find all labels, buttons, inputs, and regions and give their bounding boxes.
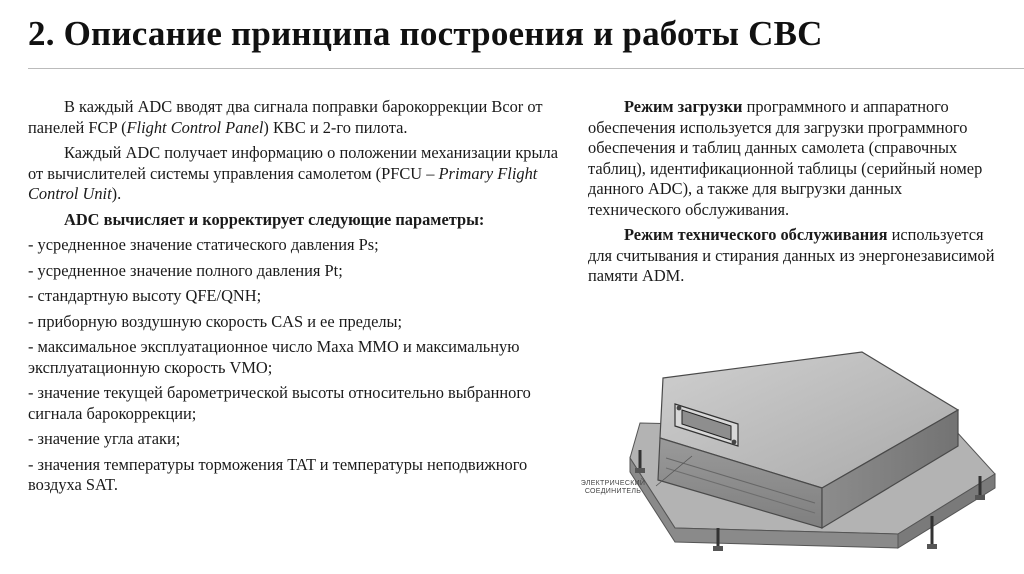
list-item: - усредненное значение полного давления Pt;	[28, 260, 343, 280]
paragraph-maintenance-mode	[588, 225, 998, 287]
paragraph-pfcu-text-2: ).	[111, 184, 122, 203]
paragraph-bcor-text-1: В каждый ADC вводят два сигнала поправки барокоррекции Bcor от панелей FCP (	[28, 97, 543, 137]
paragraph-bcor-text-2: ) КВС и 2-го пилота.	[263, 117, 408, 137]
connector-callout	[568, 480, 658, 496]
maintenance-mode-term: Режим технического обслуживания	[624, 225, 888, 244]
list-item: - усредненное значение статического давления Ps;	[28, 235, 379, 254]
list-item: - значения температуры торможения TAT и температуры неподвижного воздуха SAT.	[28, 454, 528, 494]
left-column	[28, 97, 568, 496]
load-mode-term: Режим загрузки	[624, 97, 743, 116]
list-item: - приборную воздушную скорость CAS и ее пределы;	[28, 311, 403, 331]
paragraph-bcor-italic: Flight Control Panel	[126, 117, 264, 137]
paragraph-bcor	[28, 97, 568, 138]
paragraph-pfcu-text-1: Каждый ADC получает информацию о положении механизации крыла от вычислителей системы управления самолетом (PFCU –	[28, 143, 558, 183]
maintenance-mode-text: используется для считывания и стирания данных из энергонезависимой памяти ADM.	[588, 225, 995, 285]
paragraph-load-mode	[588, 97, 998, 220]
list-item: - значение угла атаки;	[28, 429, 181, 448]
list-item: - стандартную высоту QFE/QNH;	[28, 286, 262, 305]
load-mode-text: программного и аппаратного обеспечения используется для загрузки программного обеспечения и таблиц данных самолета (справочных таблиц), идентификационной таблицы (серийный номер данного ADC), а также для выгрузки данных технического обслуживания.	[588, 97, 983, 219]
page-title: 2. Описание принципа построения и работы СВС	[28, 14, 823, 53]
paragraph-pfcu	[28, 143, 568, 205]
callout-line-1: ЭЛЕКТРИЧЕСКИЙ	[580, 480, 646, 487]
title-divider	[28, 68, 1024, 69]
adc-unit-drawing	[560, 338, 1000, 568]
adc-unit-illustration	[560, 338, 1000, 568]
right-column	[588, 97, 998, 287]
paragraph-pfcu-italic: Primary Flight Control Unit	[28, 163, 538, 203]
list-item: - максимальное эксплуатационное число Маха MMO и максимальную эксплуатационную скорость VMO;	[28, 337, 520, 377]
callout-line-2: СОЕДИНИТЕЛЬ	[584, 488, 642, 495]
list-item: - значение текущей барометрической высоты относительно выбранного сигнала барокоррекции;	[28, 383, 531, 423]
parameters-heading: ADC вычисляет и корректирует следующие параметры:	[64, 209, 485, 229]
